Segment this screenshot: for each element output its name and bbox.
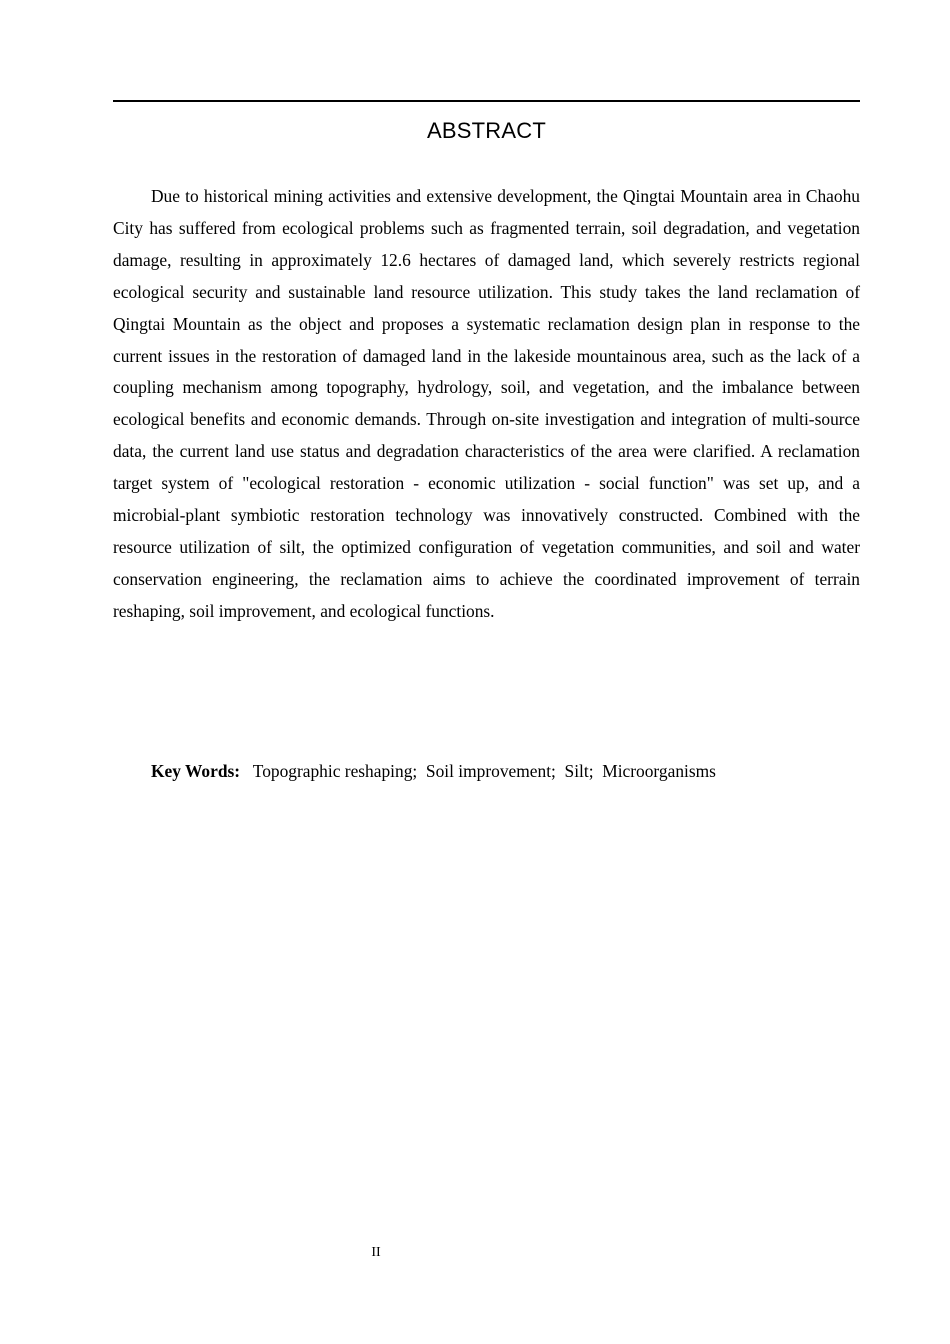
abstract-body: Due to historical mining activities and extensive development, the Qingtai Mountain area in Chaohu City has suffered from ecological problems such as fragmented terrain, soil degradation, and vegetation damage, resulting in approximately 12.6 hectares of damaged land, which severely restricts regional ecological security and sustainable land resource utilization. This study takes the land reclamation of Qingtai Mountain as the object and proposes a systematic reclamation design plan in response to the current issues in the restoration of damaged land in the lakeside mountainous area, such as the lack of a coupling mechanism among topography, hydrology, soil, and vegetation, and the imbalance between ecological benefits and economic demands. Through on-site investigation and integration of multi-source data, the current land use status and degradation characteristics of the area were clarified. A reclamation target system of "ecological restoration - economic utilization - social function" was set up, and a microbial-plant symbiotic restoration technology was innovatively constructed. Combined with the resource utilization of silt, the optimized configuration of vegetation communities, and soil and water conservation engineering, the reclamation aims to achieve the coordinated improvement of terrain reshaping, soil improvement, and ecological functions. xyxy=(113,186,860,621)
keywords-label: Key Words: xyxy=(151,761,241,781)
keywords-line xyxy=(151,755,860,787)
keywords-text: Topographic reshaping; Soil improvement; Silt; Microorganisms xyxy=(240,761,716,781)
header-rule xyxy=(113,100,860,102)
abstract-title: ABSTRACT xyxy=(427,118,546,143)
page-number: II xyxy=(371,1245,381,1260)
